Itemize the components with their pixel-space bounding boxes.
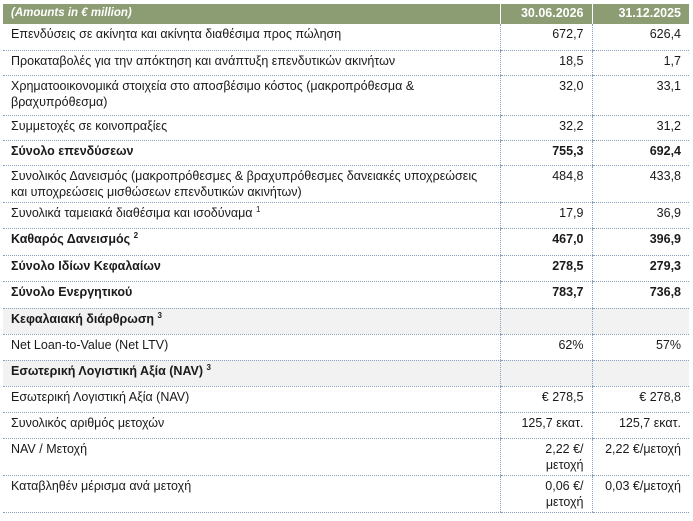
footnote-marker: 1: [256, 204, 261, 214]
row-label-cell: [3, 140, 500, 165]
table-row: [3, 140, 689, 165]
value-2026: 62%: [500, 334, 592, 360]
value-2025: 31,2: [592, 115, 689, 140]
value-2025: 736,8: [592, 281, 689, 308]
table-row: [3, 360, 689, 386]
table-row: [3, 438, 689, 475]
row-label: Συμμετοχές σε κοινοπραξίες: [11, 118, 168, 133]
footnote-marker: 3: [157, 310, 162, 320]
row-label-cell: [3, 115, 500, 140]
value-2026: 484,8: [500, 165, 592, 202]
value-2025: 0,03 €/μετοχή: [592, 475, 689, 512]
value-2026: [500, 308, 592, 334]
row-label: Επενδύσεις σε ακίνητα και ακίνητα διαθέσιμα προς πώληση: [11, 27, 342, 41]
value-2026: € 278,5: [500, 386, 592, 412]
row-label-cell: [3, 334, 500, 360]
header-period-2026: 30.06.2026: [500, 4, 592, 24]
value-2025: [592, 360, 689, 386]
row-label-cell: [3, 202, 500, 228]
table-row: [3, 50, 689, 75]
value-2025: 279,3: [592, 255, 689, 281]
table-row: [3, 165, 689, 202]
value-2026: 18,5: [500, 50, 592, 75]
row-label-cell: [3, 308, 500, 334]
value-2025: [592, 308, 689, 334]
row-label-cell: [3, 255, 500, 281]
row-label: Συνολικός Δανεισμός (μακροπρόθεσμες & βραχυπρόθεσμες δανειακές υποχρεώσεις και υποχρεώσεις μισθώσεων επενδυτικών ακινήτων): [11, 168, 478, 199]
row-label: Σύνολο επενδύσεων: [11, 143, 134, 158]
row-label: Συνολικός αριθμός μετοχών: [11, 415, 165, 430]
row-label: Καθαρός Δανεισμός: [11, 231, 131, 246]
value-2025: 396,9: [592, 228, 689, 255]
header-amounts-label: (Amounts in € million): [3, 4, 500, 24]
table-row: [3, 115, 689, 140]
value-2025: 36,9: [592, 202, 689, 228]
row-label: Σύνολο Ιδίων Κεφαλαίων: [11, 258, 161, 273]
value-2025: 125,7 εκατ.: [592, 412, 689, 438]
value-2026: 672,7: [500, 24, 592, 50]
value-2025: 692,4: [592, 140, 689, 165]
table-row: [3, 75, 689, 115]
value-2026: 467,0: [500, 228, 592, 255]
value-2026: 278,5: [500, 255, 592, 281]
header-period-2025: 31.12.2025: [592, 4, 689, 24]
row-label-cell: [3, 50, 500, 75]
footnote-marker: 3: [206, 362, 211, 372]
table-row: [3, 228, 689, 255]
row-label: Εσωτερική Λογιστική Αξία (NAV): [11, 363, 204, 378]
table-row: [3, 386, 689, 412]
value-2026: 17,9: [500, 202, 592, 228]
row-label: Σύνολο Ενεργητικού: [11, 284, 133, 299]
row-label: Προκαταβολές για την απόκτηση και ανάπτυξη επενδυτικών ακινήτων: [11, 53, 396, 68]
table-row: [3, 255, 689, 281]
row-label-cell: [3, 281, 500, 308]
value-2026: [500, 360, 592, 386]
row-label-cell: [3, 75, 500, 115]
table-row: [3, 412, 689, 438]
row-label-cell: [3, 24, 500, 50]
value-2025: € 278,8: [592, 386, 689, 412]
table-row: [3, 475, 689, 512]
value-2025: 33,1: [592, 75, 689, 115]
value-2026: 783,7: [500, 281, 592, 308]
financial-table-container: [3, 4, 689, 513]
row-label: Καταβληθέν μέρισμα ανά μετοχή: [11, 478, 192, 493]
value-2026: 32,0: [500, 75, 592, 115]
row-label-cell: [3, 438, 500, 475]
row-label-cell: [3, 412, 500, 438]
row-label-cell: [3, 165, 500, 202]
value-2025: 2,22 €/μετοχή: [592, 438, 689, 475]
row-label: NAV / Μετοχή: [11, 441, 88, 456]
table-row: [3, 24, 689, 50]
row-label: Κεφαλαιακή διάρθρωση: [11, 311, 155, 326]
value-2025: 433,8: [592, 165, 689, 202]
table-row: [3, 334, 689, 360]
row-label: Συνολικά ταμειακά διαθέσιμα και ισοδύναμα: [11, 205, 253, 220]
value-2026: 0,06 €/μετοχή: [500, 475, 592, 512]
value-2026: 755,3: [500, 140, 592, 165]
footnote-marker: 2: [133, 230, 139, 240]
table-row: [3, 281, 689, 308]
row-label-cell: [3, 228, 500, 255]
value-2026: 2,22 €/μετοχή: [500, 438, 592, 475]
table-row: [3, 308, 689, 334]
row-label: Εσωτερική Λογιστική Αξία (NAV): [11, 389, 190, 404]
row-label-cell: [3, 475, 500, 512]
row-label: Net Loan-to-Value (Net LTV): [11, 337, 169, 352]
value-2025: 1,7: [592, 50, 689, 75]
table-row: [3, 202, 689, 228]
row-label: Χρηματοοικονομικά στοιχεία στο αποσβέσιμο κόστος (μακροπρόθεσμα & βραχυπρόθεσμα): [11, 78, 415, 109]
table-body: [3, 24, 689, 512]
value-2025: 57%: [592, 334, 689, 360]
row-label-cell: [3, 360, 500, 386]
value-2026: 32,2: [500, 115, 592, 140]
value-2026: 125,7 εκατ.: [500, 412, 592, 438]
row-label-cell: [3, 386, 500, 412]
value-2025: 626,4: [592, 24, 689, 50]
table-header-row: [3, 4, 689, 24]
financial-summary-table: [3, 4, 689, 513]
